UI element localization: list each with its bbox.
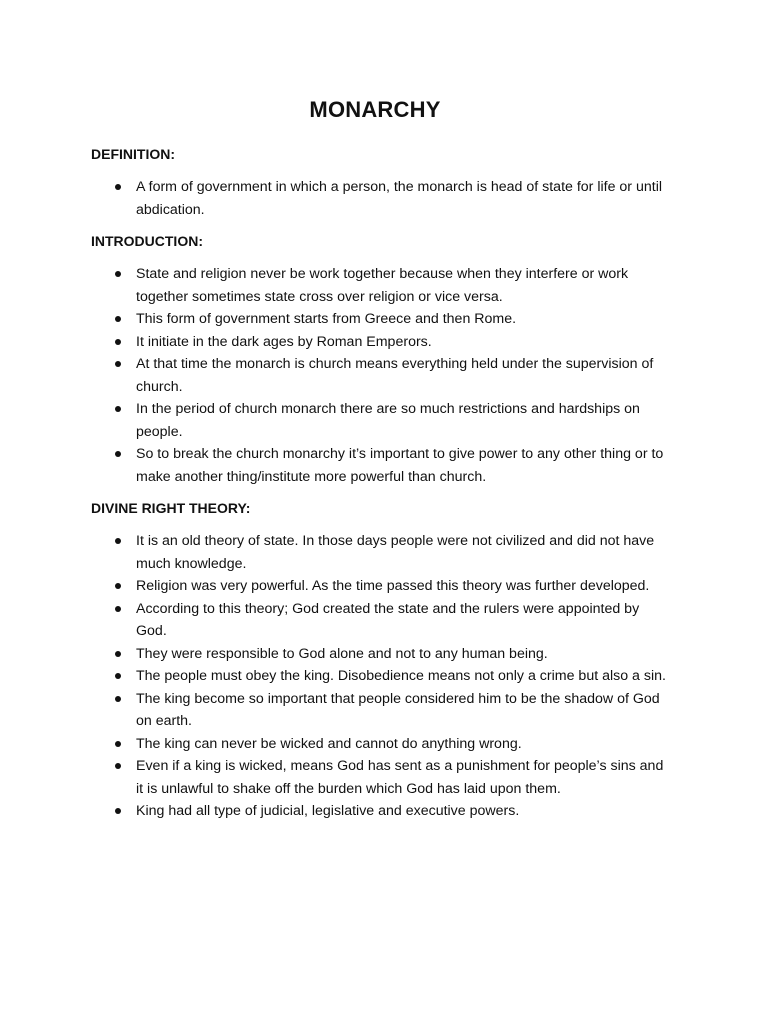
introduction-list	[112, 263, 672, 488]
list-item: Even if a king is wicked, means God has sent as a punishment for people’s sins and it is unlawful to shake off the burden which God has laid upon them.	[112, 755, 672, 800]
document-title: MONARCHY	[309, 97, 441, 122]
list-item: It is an old theory of state. In those days people were not civilized and did not have much knowledge.	[112, 530, 672, 575]
divine-right-list	[112, 530, 672, 823]
list-item: This form of government starts from Greece and then Rome.	[112, 308, 672, 331]
list-item: It initiate in the dark ages by Roman Emperors.	[112, 331, 672, 354]
list-item: They were responsible to God alone and not to any human being.	[112, 643, 672, 666]
list-item: Religion was very powerful. As the time passed this theory was further developed.	[112, 575, 672, 598]
list-item: So to break the church monarchy it’s important to give power to any other thing or to make another thing/institute more powerful than church.	[112, 443, 672, 488]
definition-heading: DEFINITION:	[91, 146, 175, 162]
list-item: The king become so important that people considered him to be the shadow of God on earth.	[112, 688, 672, 733]
list-item: At that time the monarch is church means everything held under the supervision of church.	[112, 353, 672, 398]
list-item: In the period of church monarch there are so much restrictions and hardships on people.	[112, 398, 672, 443]
list-item: The king can never be wicked and cannot do anything wrong.	[112, 733, 672, 756]
list-item: The people must obey the king. Disobedience means not only a crime but also a sin.	[112, 665, 672, 688]
introduction-heading: INTRODUCTION:	[91, 233, 203, 249]
list-item: According to this theory; God created the state and the rulers were appointed by God.	[112, 598, 672, 643]
list-item: King had all type of judicial, legislative and executive powers.	[112, 800, 672, 823]
definition-list	[112, 176, 672, 221]
list-item: State and religion never be work together because when they interfere or work together sometimes state cross over religion or vice versa.	[112, 263, 672, 308]
list-item: A form of government in which a person, the monarch is head of state for life or until abdication.	[112, 176, 672, 221]
divine-right-heading: DIVINE RIGHT THEORY:	[91, 500, 251, 516]
